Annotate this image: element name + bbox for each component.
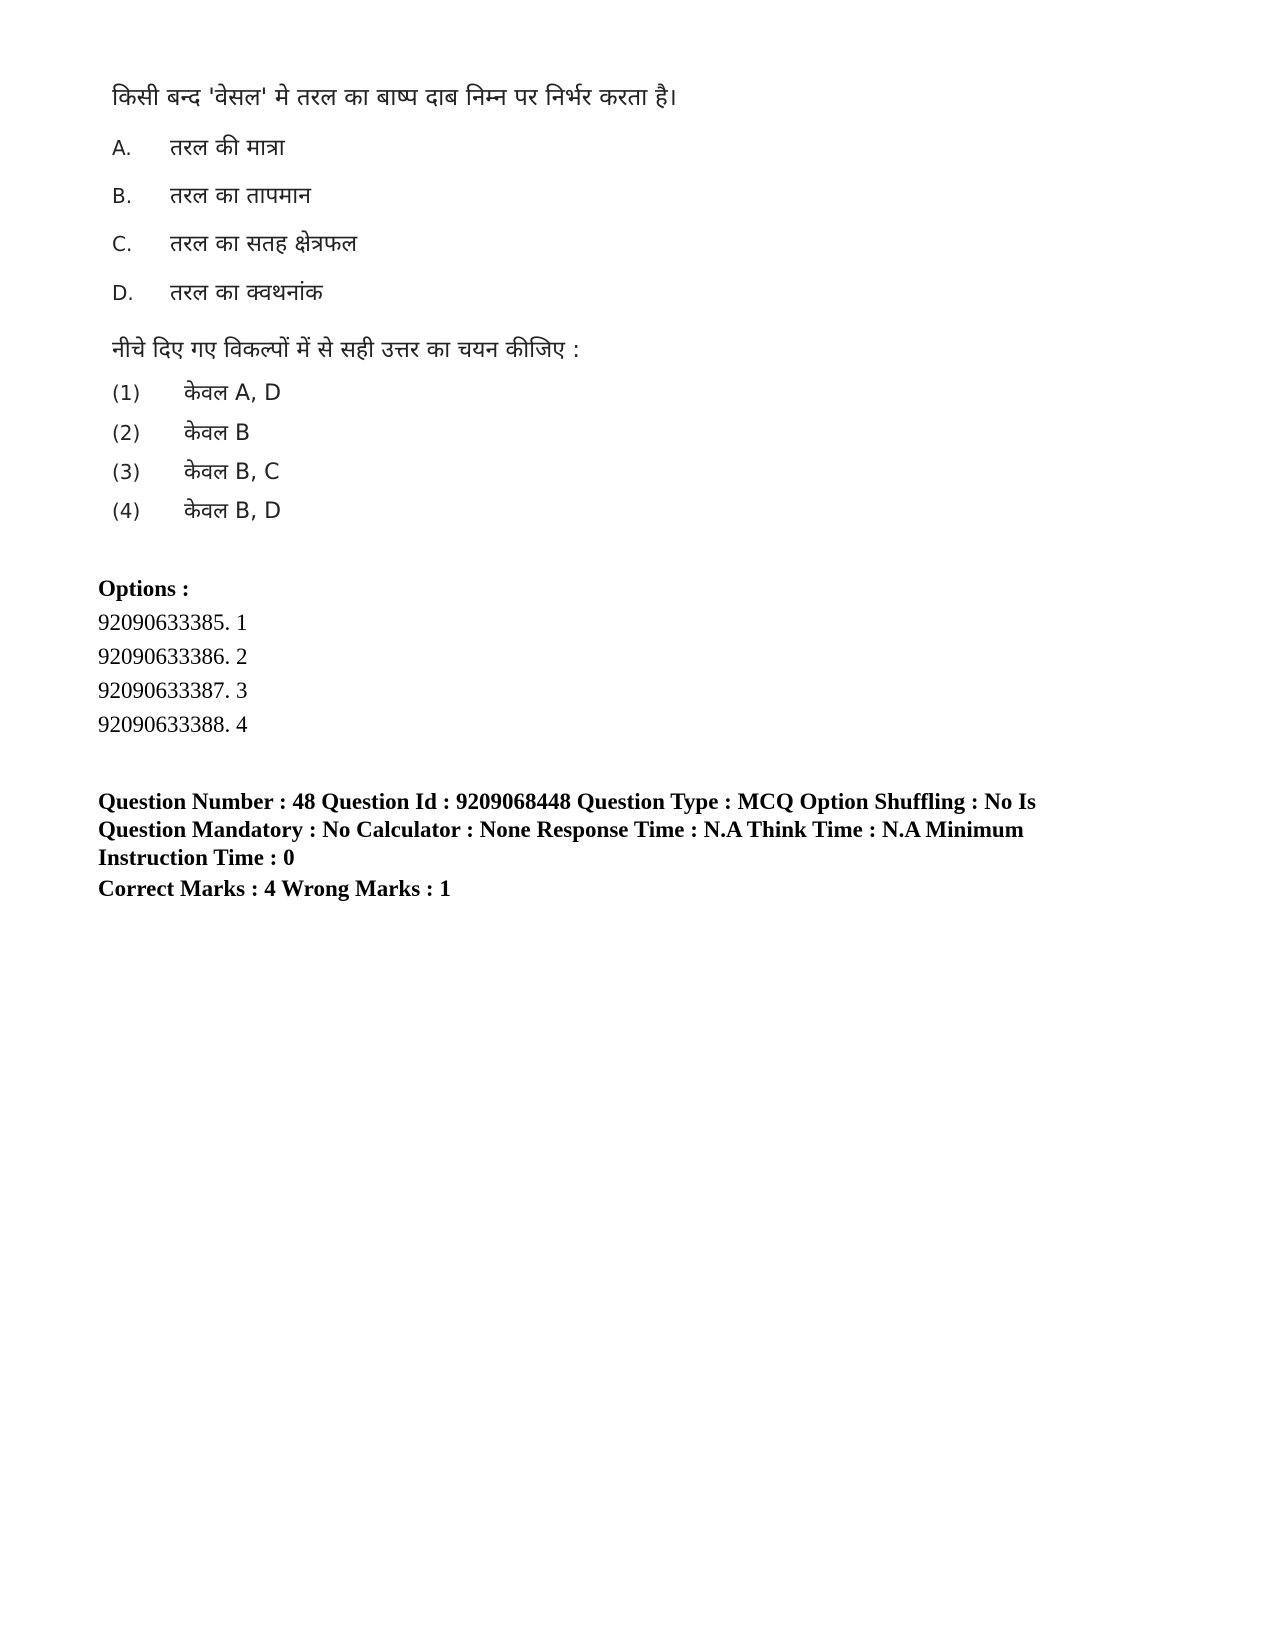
statement-text: तरल का सतह क्षेत्रफल bbox=[170, 231, 358, 257]
choice-text: केवल B, D bbox=[184, 499, 282, 524]
question-info: Question Number : 48 Question Id : 9209068448 Question Type : MCQ Option Shuffling : No Is Question Mandatory : No Calculator : None Response Time : N.A Think Time : N.A Minimum Instruction Time : 0 bbox=[98, 789, 1037, 870]
statement-letter: B. bbox=[112, 184, 133, 208]
statement-letter: D. bbox=[112, 281, 134, 305]
choice-2 bbox=[112, 417, 250, 447]
statement-letter: C. bbox=[112, 232, 133, 256]
question-instruction: नीचे दिए गए विकल्पों में से सही उत्तर का चयन कीजिए : bbox=[112, 337, 580, 363]
marks-info: Correct Marks : 4 Wrong Marks : 1 bbox=[98, 876, 451, 901]
choice-number: (3) bbox=[112, 460, 141, 484]
choice-4 bbox=[112, 495, 281, 525]
option-item: 92090633387. 3 bbox=[98, 678, 248, 703]
statement-text: तरल का क्वथनांक bbox=[170, 280, 323, 306]
choice-number: (1) bbox=[112, 381, 141, 405]
option-item: 92090633385. 1 bbox=[98, 610, 248, 635]
question-stem: किसी बन्द 'वेसल' मे तरल का बाष्प दाब निम्न पर निर्भर करता है। bbox=[112, 83, 677, 111]
choice-text: केवल B bbox=[184, 421, 251, 446]
choice-1 bbox=[112, 377, 281, 407]
choice-text: केवल A, D bbox=[184, 381, 282, 406]
option-item: 92090633388. 4 bbox=[98, 712, 248, 737]
statement-c bbox=[112, 226, 357, 258]
option-item: 92090633386. 2 bbox=[98, 644, 248, 669]
statement-text: तरल की मात्रा bbox=[170, 135, 285, 161]
options-list bbox=[98, 572, 1198, 742]
statement-letter: A. bbox=[112, 136, 132, 160]
options-heading: Options : bbox=[98, 576, 190, 601]
statement-d bbox=[112, 275, 323, 307]
choice-number: (2) bbox=[112, 421, 141, 445]
choice-text: केवल B, C bbox=[184, 460, 280, 485]
statement-b bbox=[112, 178, 311, 210]
choice-3 bbox=[112, 456, 279, 486]
statement-text: तरल का तापमान bbox=[170, 183, 311, 209]
choice-number: (4) bbox=[112, 499, 141, 523]
statement-a bbox=[112, 130, 285, 162]
